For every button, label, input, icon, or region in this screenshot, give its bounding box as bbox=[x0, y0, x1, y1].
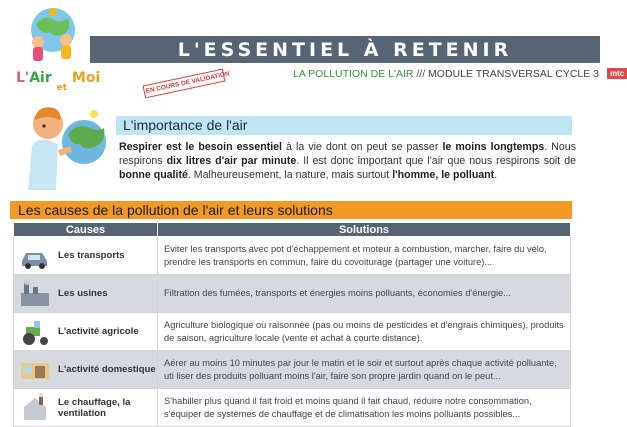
solution-cell: Aérer au moins 10 minutes par jour le matin et le soir et surtout après chaque activité polluante, uti liser des produits polluant moins l'air, faire son propre jardin quand on le peut... bbox=[158, 351, 571, 389]
table-row bbox=[14, 351, 571, 389]
subtitle: LA POLLUTION DE L'AIR /// MODULE TRANSVERSAL CYCLE 3 mtc bbox=[293, 68, 627, 80]
section-paragraph: Respirer est le besoin essentiel à la vie dont on peut se passer le moins longtemps. Nous respirons dix litres d'air par minute. Il est donc important que l'air que nous respirons soit de bonne qualité. Malheureusement, la nature, mais surtout l'homme, le polluant. bbox=[119, 141, 576, 181]
table-row bbox=[14, 275, 571, 313]
solution-cell: Agriculture biologique ou raisonnée (pas ou moins de pesticides et d'engrais chimiques), produits de saison, agriculture locale (vente et achat à courte distance). bbox=[158, 313, 571, 351]
household-icon bbox=[18, 355, 52, 385]
logo-text: L'Air $_{et}$ Moi bbox=[16, 70, 101, 93]
table-row bbox=[14, 389, 571, 427]
column-header-causes: Causes bbox=[14, 223, 158, 237]
section-heading-causes: Les causes de la pollution de l'air et leurs solutions bbox=[10, 201, 572, 219]
cause-cell: Le chauffage, la ventilation bbox=[14, 389, 158, 427]
validation-stamp: EN COURS DE VALIDATION bbox=[143, 69, 226, 99]
cause-cell: Les usines bbox=[14, 275, 158, 313]
column-header-solutions: Solutions bbox=[158, 223, 571, 237]
chimney-icon bbox=[18, 393, 52, 423]
car-icon bbox=[18, 241, 52, 271]
causes-solutions-table bbox=[13, 222, 571, 427]
section-heading-air-importance: L'importance de l'air bbox=[116, 116, 572, 135]
logo bbox=[14, 4, 101, 96]
factory-icon bbox=[18, 279, 52, 309]
cause-cell: L'activité domestique bbox=[14, 351, 158, 389]
cause-cell: Les transports bbox=[14, 237, 158, 275]
table-row bbox=[14, 237, 571, 275]
solution-cell: Filtration des fumées, transports et énergies moins polluants, économies d'énergie... bbox=[158, 275, 571, 313]
cause-cell: L'activité agricole bbox=[14, 313, 158, 351]
table-row bbox=[14, 313, 571, 351]
tractor-icon bbox=[18, 317, 52, 347]
page-title-bar bbox=[90, 36, 600, 63]
children-globe-icon bbox=[22, 4, 84, 66]
table-header-row bbox=[14, 223, 571, 237]
solution-cell: Eviter les transports avec pot d'échappement et moteur à combustion, marcher, faire du vélo, prendre les transports en commun, faire du covoiturage (partager une voiture)... bbox=[158, 237, 571, 275]
module-badge: mtc bbox=[607, 68, 627, 79]
solution-cell: S'habiller plus quand il fait froid et moins quand il fait chaud, réduire notre consommation, s'équiper de systèmes de chauffage et de climatisation les moins polluants possibles... bbox=[158, 389, 571, 427]
child-holding-globe-illustration bbox=[22, 102, 114, 192]
page-title: L'ESSENTIEL À RETENIR bbox=[177, 38, 513, 61]
